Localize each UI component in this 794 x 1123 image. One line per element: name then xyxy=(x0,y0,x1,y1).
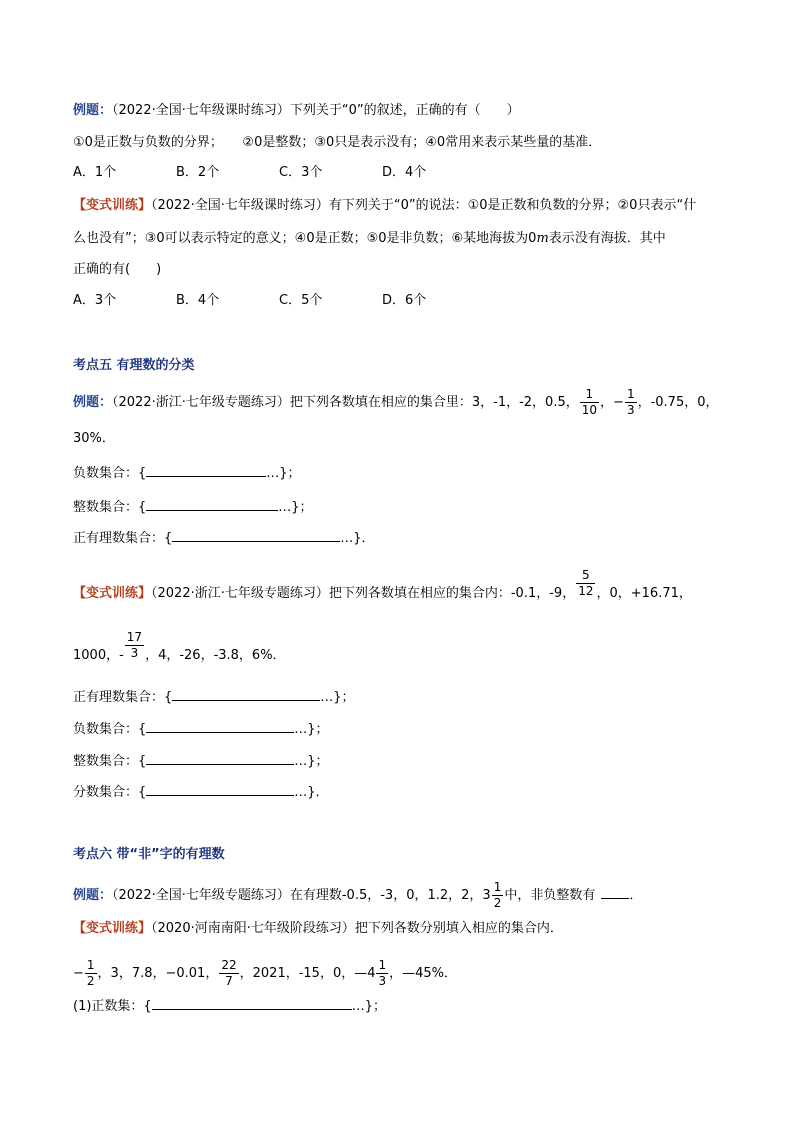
set-end: …}； xyxy=(294,722,329,737)
set-integer xyxy=(73,497,313,517)
option-c: C．5个 xyxy=(279,293,323,308)
example-tail: 中，非负整数有 xyxy=(504,888,596,903)
fraction-17-3: $\frac{17}{3}$ xyxy=(126,630,143,660)
set-label: 正有理数集合：{ xyxy=(73,531,173,546)
numbers-a: ，3，7.8，−0.01， xyxy=(97,966,219,981)
s4-example-line xyxy=(73,102,520,120)
s5-variant-line2 xyxy=(73,630,286,671)
sep: ， xyxy=(600,395,614,410)
set-negative xyxy=(73,463,301,483)
set-end: …}． xyxy=(294,785,329,800)
variant-text: 1000，- xyxy=(73,648,124,663)
set-positive-rational xyxy=(73,528,375,548)
example-label: 例题： xyxy=(73,395,113,410)
fraction-1-3: $\frac{1}{3}$ xyxy=(626,387,635,417)
variant-text-a: 么也没有”；③0可以表示特定的意义；④0是正数；⑤0是非负数；⑥某地海拔为0 xyxy=(73,231,537,246)
fraction-1-2: $\frac{1}{2}$ xyxy=(493,880,502,910)
s4-variant-line3: 正确的有( ) xyxy=(73,262,162,277)
set-label: 整数集合：{ xyxy=(73,500,147,515)
option-b: B．2个 xyxy=(176,165,220,180)
set-end: …}； xyxy=(266,466,301,481)
s6-example-line xyxy=(73,880,642,911)
s5-example-line xyxy=(73,387,719,418)
example-tail: ，-0.75，0， xyxy=(637,395,719,410)
vset-integer xyxy=(73,751,329,771)
numbers-tail: ，—45%． xyxy=(389,966,458,981)
set-end: …}； xyxy=(320,690,355,705)
set-label: (1)正数集：{ xyxy=(73,999,152,1014)
set-label: 整数集合：{ xyxy=(73,754,147,769)
s5-variant-line1 xyxy=(73,568,692,609)
answer-blank[interactable] xyxy=(146,782,294,796)
set-label: 负数集合：{ xyxy=(73,466,147,481)
variant-text-b: 表示没有海拔．其中 xyxy=(548,231,666,246)
answer-blank[interactable] xyxy=(146,497,278,511)
set-end: …}； xyxy=(351,999,386,1014)
minus-sign: − xyxy=(613,395,624,410)
variant-label: 【变式训练】 xyxy=(73,586,152,601)
minus-sign: − xyxy=(73,966,84,981)
vset-fraction xyxy=(73,782,329,802)
option-a: A．3个 xyxy=(73,293,117,308)
answer-blank[interactable] xyxy=(152,996,352,1010)
answer-blank[interactable] xyxy=(146,463,266,477)
s4-variant-line1 xyxy=(73,197,696,215)
s4-example-options xyxy=(73,164,485,182)
s4-variant-options xyxy=(73,292,485,310)
s4-example-statements: ①0是正数与负数的分界； ②0是整数；③0只是表示没有；④0常用来表示某些量的基准． xyxy=(73,135,602,150)
vset-negative xyxy=(73,719,329,739)
option-d: D．6个 xyxy=(382,293,427,308)
set-end: …}． xyxy=(340,531,375,546)
vset-positive-rational xyxy=(73,687,355,707)
set-end: …}； xyxy=(294,754,329,769)
s6-set-positive xyxy=(73,996,386,1016)
set-end: …}； xyxy=(278,500,313,515)
set-label: 正有理数集合：{ xyxy=(73,690,173,705)
option-d: D．4个 xyxy=(382,165,427,180)
option-a: A．1个 xyxy=(73,165,117,180)
answer-blank[interactable] xyxy=(172,528,340,542)
option-b: B．4个 xyxy=(176,293,220,308)
example-label: 例题： xyxy=(73,888,113,903)
answer-blank[interactable] xyxy=(146,719,294,733)
s6-heading: 考点六 带“非”字的有理数 xyxy=(73,847,225,862)
option-c: C．3个 xyxy=(279,165,323,180)
fraction-1-2: $\frac{1}{2}$ xyxy=(86,958,95,988)
example-end: ． xyxy=(629,888,643,903)
variant-label: 【变式训练】 xyxy=(73,921,152,936)
s6-variant-line1 xyxy=(73,920,563,938)
variant-text: （2020·河南南阳·七年级阶段练习）把下列各数分别填入相应的集合内． xyxy=(151,921,563,936)
fraction-1-3: $\frac{1}{3}$ xyxy=(378,958,387,988)
variant-label: 【变式训练】 xyxy=(73,198,152,213)
example-text: （2022·全国·七年级课时练习）下列关于“0”的叙述，正确的有（ ） xyxy=(112,103,520,118)
example-label: 例题： xyxy=(73,103,113,118)
s5-example-line2: 30%． xyxy=(73,431,115,446)
variant-tail: ，0，+16.71， xyxy=(596,586,692,601)
answer-blank[interactable] xyxy=(601,885,629,899)
example-text: （2022·全国·七年级专题练习）在有理数-0.5，-3，0，1.2，2，3 xyxy=(112,888,491,903)
answer-blank[interactable] xyxy=(172,687,320,701)
fraction-1-10: $\frac{1}{10}$ xyxy=(581,387,598,417)
s6-number-list xyxy=(73,958,457,989)
unit-m: m xyxy=(536,231,549,246)
fraction-22-7: $\frac{22}{7}$ xyxy=(221,958,237,988)
answer-blank[interactable] xyxy=(146,751,294,765)
set-label: 负数集合：{ xyxy=(73,722,147,737)
example-text: （2022·浙江·七年级专题练习）把下列各数填在相应的集合里：3，-1，-2，0.5， xyxy=(112,395,579,410)
s4-variant-line2 xyxy=(73,230,666,248)
variant-text: （2022·全国·七年级课时练习）有下列关于“0”的说法：①0是正数和负数的分界；②0只表示“什 xyxy=(151,198,697,213)
variant-text: （2022·浙江·七年级专题练习）把下列各数填在相应的集合内：-0.1，-9， xyxy=(151,586,576,601)
variant-tail: ，4，-26，-3.8，6%． xyxy=(145,648,286,663)
set-label: 分数集合：{ xyxy=(73,785,147,800)
fraction-5-12: $\frac{5}{12}$ xyxy=(578,568,594,598)
s5-heading: 考点五 有理数的分类 xyxy=(73,358,195,373)
numbers-b: ，2021，-15，0，—4 xyxy=(239,966,376,981)
